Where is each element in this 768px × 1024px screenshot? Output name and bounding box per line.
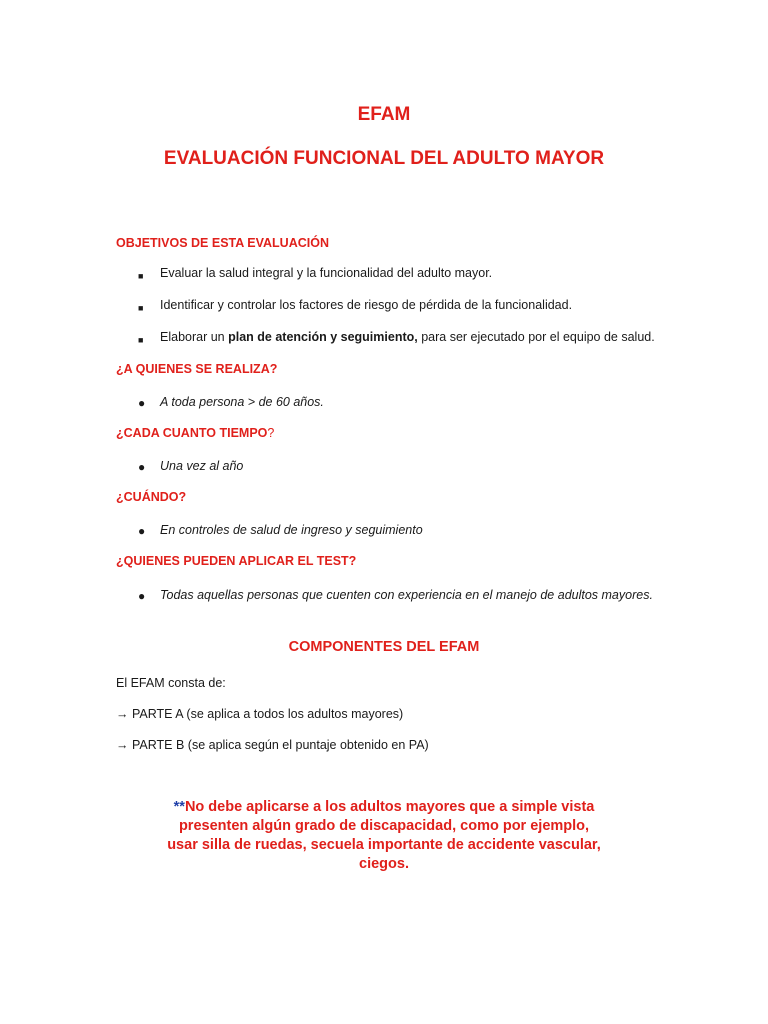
warning-note-line: usar silla de ruedas, secuela importante de accidente vascular, [167,837,601,853]
warning-note-line: presenten algún grado de discapacidad, como por ejemplo, [178,818,590,834]
square-bullet-icon: ■ [138,303,144,313]
objectives-heading: OBJETIVOS DE ESTA EVALUACIÓN [116,236,329,250]
warning-note-line: ciegos. [359,856,409,872]
objective-item-post: para ser ejecutado por el equipo de salud. [417,330,655,344]
warning-note [0,798,768,874]
who-applies-heading: ¿QUIENES PUEDEN APLICAR EL TEST? [116,554,357,568]
frequency-heading-tail: ? [267,426,275,440]
who-heading: ¿A QUIENES SE REALIZA? [116,362,278,376]
arrow-right-icon: → [116,707,129,721]
who-applies-item: Todas aquellas personas que cuenten con experiencia en el manejo de adultos mayores. [160,588,653,602]
arrow-right-icon: → [116,738,129,752]
dot-bullet-icon: ● [138,589,146,603]
note-stars: ** [173,799,185,815]
components-heading: COMPONENTES DEL EFAM [288,639,480,655]
frequency-item: Una vez al año [160,459,244,473]
components-intro: El EFAM consta de: [116,676,226,690]
square-bullet-icon: ■ [138,335,144,345]
frequency-heading-text: ¿CADA CUANTO TIEMPO [116,426,268,440]
square-bullet-icon: ■ [138,271,144,281]
warning-note-line: **No debe aplicarse a los adultos mayores que a simple vista [173,799,595,815]
dot-bullet-icon: ● [138,460,146,474]
dot-bullet-icon: ● [138,524,146,538]
component-part [116,707,403,721]
objective-item-bold: plan de atención y seguimiento, [228,330,418,344]
when-heading: ¿CUÁNDO? [116,490,187,504]
when-item: En controles de salud de ingreso y seguimiento [160,523,423,537]
doc-subtitle: EVALUACIÓN FUNCIONAL DEL ADULTO MAYOR [163,148,605,169]
frequency-heading [116,426,274,440]
who-item: A toda persona > de 60 años. [160,395,324,409]
component-part-label: PARTE B (se aplica según el puntaje obtenido en PA) [131,738,429,752]
objective-item: Identificar y controlar los factores de riesgo de pérdida de la funcionalidad. [160,298,573,312]
doc-title: EFAM [357,104,411,125]
objective-item-pre: Elaborar un [160,330,229,344]
dot-bullet-icon: ● [138,396,146,410]
component-part-label: PARTE A (se aplica a todos los adultos mayores) [131,707,404,721]
objective-item: Evaluar la salud integral y la funcionalidad del adulto mayor. [160,266,493,280]
component-part [116,738,429,752]
objective-item [160,330,655,344]
